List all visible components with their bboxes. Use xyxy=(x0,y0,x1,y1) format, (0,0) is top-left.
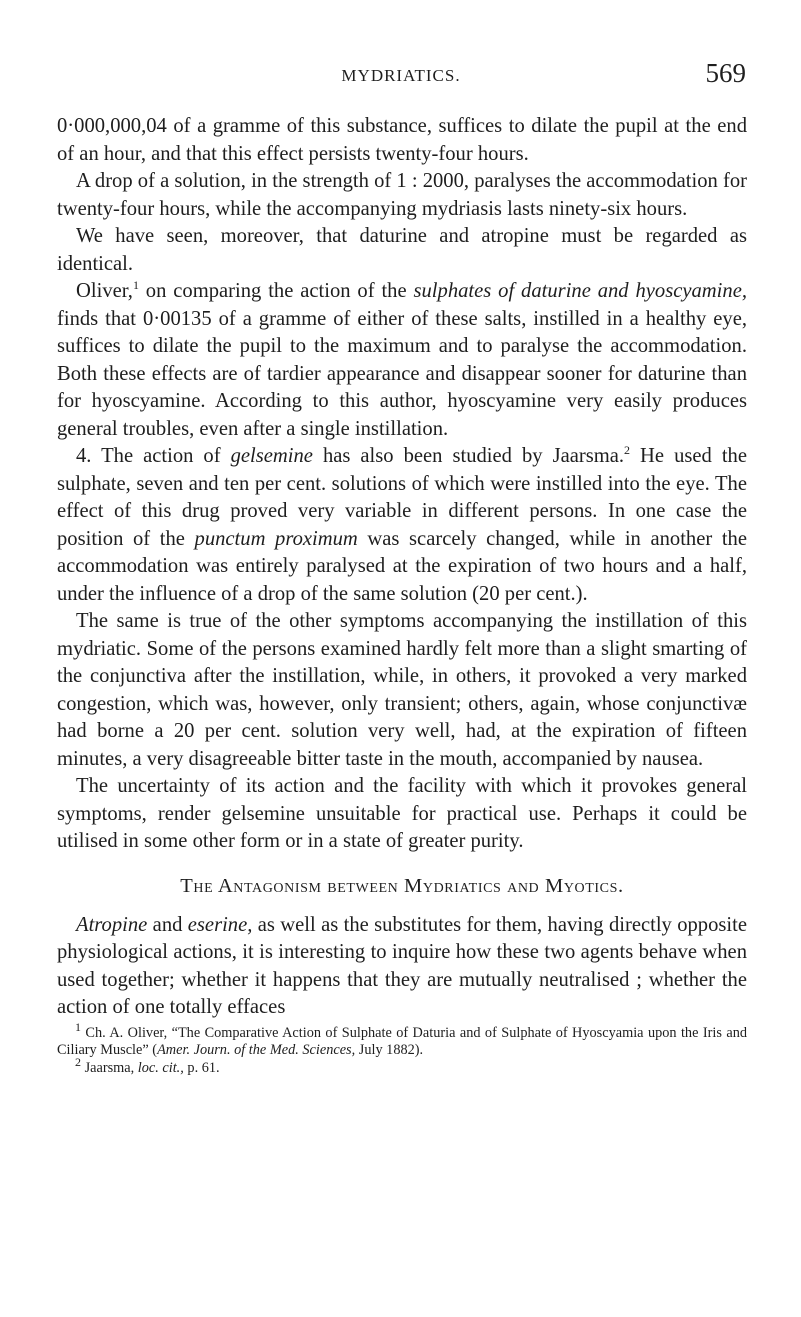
paragraph xyxy=(57,443,747,608)
footnote xyxy=(57,1019,747,1060)
footnote-marker: 2 xyxy=(75,1054,81,1069)
text-run: July 1882). xyxy=(355,1042,424,1058)
paragraph xyxy=(57,912,747,1022)
paragraph: The uncertainty of its action and the facility with which it provokes general symptoms, render gelsemine unsuitable for practical use. Perhaps it could be utilised in some other form or in a state of greater purity. xyxy=(57,775,747,852)
italic-phrase: sulphates of daturine and hyoscyamine, xyxy=(413,280,747,302)
text-run: Jaarsma, xyxy=(81,1059,138,1076)
text-run: finds that 0·00135 of a gramme of either of these salts, instilled in a healthy eye, suffices to dilate the pupil to the maximum and to paralyse the accommodation. Both these effects are of tardier appearance and disappear sooner for daturine than for hyoscyamine. According to this author, hyoscyamine very easily produces general troubles, even after a single instillation. xyxy=(57,307,747,440)
footnote-marker: 1 xyxy=(75,1019,81,1034)
italic-phrase: Atropine xyxy=(76,913,148,936)
page-number: 569 xyxy=(705,58,746,88)
text-run: was scarcely changed, while in another the accommodation was entirely paralysed at the expiration of two hours and a half, under the influence of a drop of the same solution (20 per cent.). xyxy=(57,527,747,605)
text-run: Ch. A. Oliver, “The Comparative Action of Sulphate of Daturia and of Sulphate of Hyoscyamia upon the Iris and Ciliary Muscle” ( xyxy=(57,1024,747,1058)
running-head: MYDRIATICS. xyxy=(341,66,461,85)
footnote-ref: 2 xyxy=(624,443,631,458)
text-run: and xyxy=(147,913,188,936)
paragraph: The same is true of the other symptoms accompanying the instillation of this mydriatic. Some of the persons examined hardly felt more than a slight smarting of the conjunctiva after the instillation, while, in others, it provoked a very marked congestion, which was, however, only transient; others, again, whose conjunctivæ had borne a 20 per cent. solution very well, had, at the expiration of fifteen minutes, a very disagreeable bitter taste in the mouth, accompanied by nausea. xyxy=(57,610,747,770)
page-body xyxy=(57,113,747,1077)
text-run: as well as the substitutes for them, having directly opposite physiological actions, it is interesting to inquire how these two agents behave when used together; whether it happens that they are mutually neutralised ; whether the action of one totally effaces xyxy=(57,913,747,1018)
text-run: 4. The action of xyxy=(76,445,231,467)
paragraph: A drop of a solution, in the strength of 1 : 2000, paralyses the accommodation for twenty-four hours, while the accompanying mydriasis lasts ninety-six hours. xyxy=(57,170,747,220)
text-run: on comparing the action of the xyxy=(138,280,414,302)
text-run: p. 61. xyxy=(183,1059,220,1076)
paragraph: 0·000,000,04 of a gramme of this substance, suffices to dilate the pupil at the end of an hour, and that this effect persists twenty-four hours. xyxy=(57,115,747,165)
footnote-ref: 1 xyxy=(132,278,139,293)
footnote xyxy=(57,1054,747,1078)
italic-phrase: Amer. Journ. of the Med. Sciences, xyxy=(157,1042,356,1058)
page-header xyxy=(56,58,746,96)
italic-phrase: gelsemine xyxy=(230,445,313,467)
text-run: Oliver, xyxy=(76,280,133,302)
italic-phrase: loc. cit., xyxy=(137,1059,184,1076)
italic-phrase: punctum proximum xyxy=(194,527,358,550)
paragraph: We have seen, moreover, that daturine and atropine must be regarded as identical. xyxy=(57,225,747,275)
text-run: has also been studied by Jaarsma. xyxy=(312,445,625,467)
paragraph xyxy=(57,278,747,443)
text-run: He used the sulphate, seven and ten per cent. solutions of which were instilled into the eye. The effect of this drug proved very variable in different persons. In one case the position of the xyxy=(57,445,747,550)
italic-phrase: eserine, xyxy=(187,913,253,936)
section-heading: The Antagonism between Mydriatics and Myotics. xyxy=(180,874,624,897)
footnotes xyxy=(57,1019,747,1078)
